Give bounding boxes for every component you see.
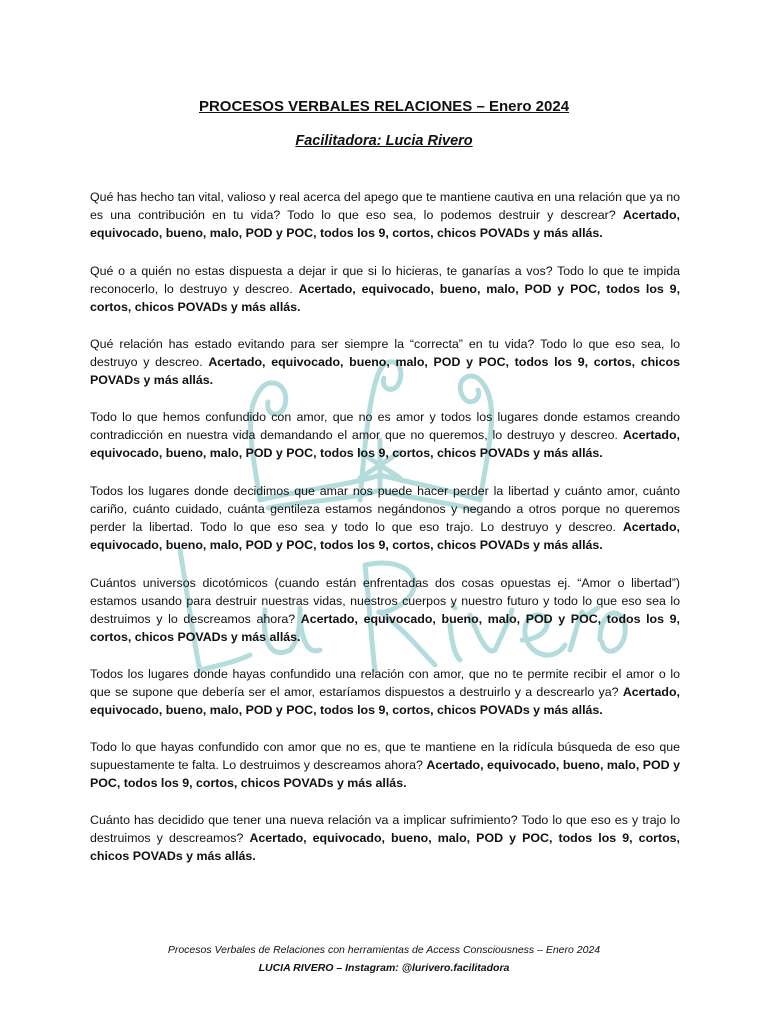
clearing-statement: Acertado, equivocado, bueno, malo, POD y POC, todos los 9, cortos, chicos POVADs y más allás. (90, 685, 680, 717)
document-title: PROCESOS VERBALES RELACIONES – Enero 2024 (198, 98, 570, 115)
paragraph-8 (90, 738, 680, 792)
clearing-statement: Acertado, equivocado, bueno, malo, POD y POC, todos los 9, cortos, chicos POVADs y más allás. (90, 208, 680, 240)
clearing-statement: Acertado, equivocado, bueno, malo, POD y POC, todos los 9, cortos, chicos POVADs y más allás. (90, 355, 680, 387)
clearing-statement: Acertado, equivocado, bueno, malo, POD y POC, todos los 9, cortos, chicos POVADs y más allás. (90, 758, 680, 790)
paragraph-text: Qué has hecho tan vital, valioso y real acerca del apego que te mantiene cautiva en una relación que ya no es una contribución en tu vida? Todo lo que eso sea, lo podemos destruir y descrear? (90, 190, 680, 222)
paragraph-text: Qué o a quién no estas dispuesta a dejar ir que si lo hicieras, te ganarías a vos? Todo lo que te impida reconocerlo, lo destruyo y descreo. (90, 264, 680, 296)
facilitator-subtitle: Facilitadora: Lucia Rivero (295, 133, 473, 149)
clearing-statement: Acertado, equivocado, bueno, malo, POD y POC, todos los 9, cortos, chicos POVADs y más allás. (90, 520, 680, 552)
clearing-statement: Acertado, equivocado, bueno, malo, POD y POC, todos los 9, cortos, chicos POVADs y más allás. (90, 428, 680, 460)
paragraph-4 (90, 408, 680, 462)
paragraph-text: Todo lo que hayas confundido con amor que no es, que te mantiene en la ridícula búsqueda de eso que supuestamente te falta. Lo destruimos y descreamos ahora? (90, 740, 680, 772)
clearing-statement: Acertado, equivocado, bueno, malo, POD y POC, todos los 9, cortos, chicos POVADs y más allás. (90, 612, 681, 644)
paragraph-text: Todos los lugares donde decidimos que amar nos puede hacer perder la libertad y cuánto amor, cuánto cariño, cuánto cuidado, cuánta gentileza estamos negándonos y negando a otros porque no queremos perder la libertad. Todo lo que eso sea y todo lo que eso trajo. Lo destruyo y descreo. (90, 484, 680, 534)
paragraph-text: Cuánto has decidido que tener una nueva relación va a implicar sufrimiento? Todo lo que eso es y trajo lo destruimos y descreamos? (90, 813, 680, 845)
paragraph-text: Todo lo que hemos confundido con amor, que no es amor y todos los lugares donde estamos creando contradicción en nuestra vida demandando el amor que no queremos, lo destruyo y descreo. (90, 410, 680, 442)
paragraph-text: Cuántos universos dicotómicos (cuando están enfrentadas dos cosas opuestas ej. “Amor o libertad”) estamos usando para destruir nuestras vidas, nuestros cuerpos y nuestro futuro y todo lo que eso sea lo destruimos y lo descreamos ahora? (90, 576, 680, 626)
paragraph-3 (90, 335, 680, 389)
clearing-statement: Acertado, equivocado, bueno, malo, POD y POC, todos los 9, cortos, chicos POVADs y más allás. (90, 831, 680, 863)
footer-line-2: LUCIA RIVERO – Instagram: @lurivero.facilitadora (258, 962, 510, 974)
paragraph-6 (90, 574, 680, 646)
paragraph-5 (90, 482, 680, 554)
footer-line-1: Procesos Verbales de Relaciones con herramientas de Access Consciousness – Enero 2024 (167, 944, 601, 956)
paragraph-text: Qué relación has estado evitando para ser siempre la “correcta” en tu vida? Todo lo que eso sea, lo destruyo y descreo. (90, 337, 680, 369)
paragraph-2 (90, 262, 680, 316)
paragraph-text: Todos los lugares donde hayas confundido una relación con amor, que no te permite recibir el amor o lo que se supone que debería ser el amor, estaríamos dispuestos a destruirlo y a descrearlo ya? (90, 667, 680, 699)
paragraph-1 (90, 188, 680, 242)
paragraph-9 (90, 811, 680, 865)
paragraph-7 (90, 665, 680, 719)
clearing-statement: Acertado, equivocado, bueno, malo, POD y POC, todos los 9, cortos, chicos POVADs y más allás. (90, 282, 681, 314)
